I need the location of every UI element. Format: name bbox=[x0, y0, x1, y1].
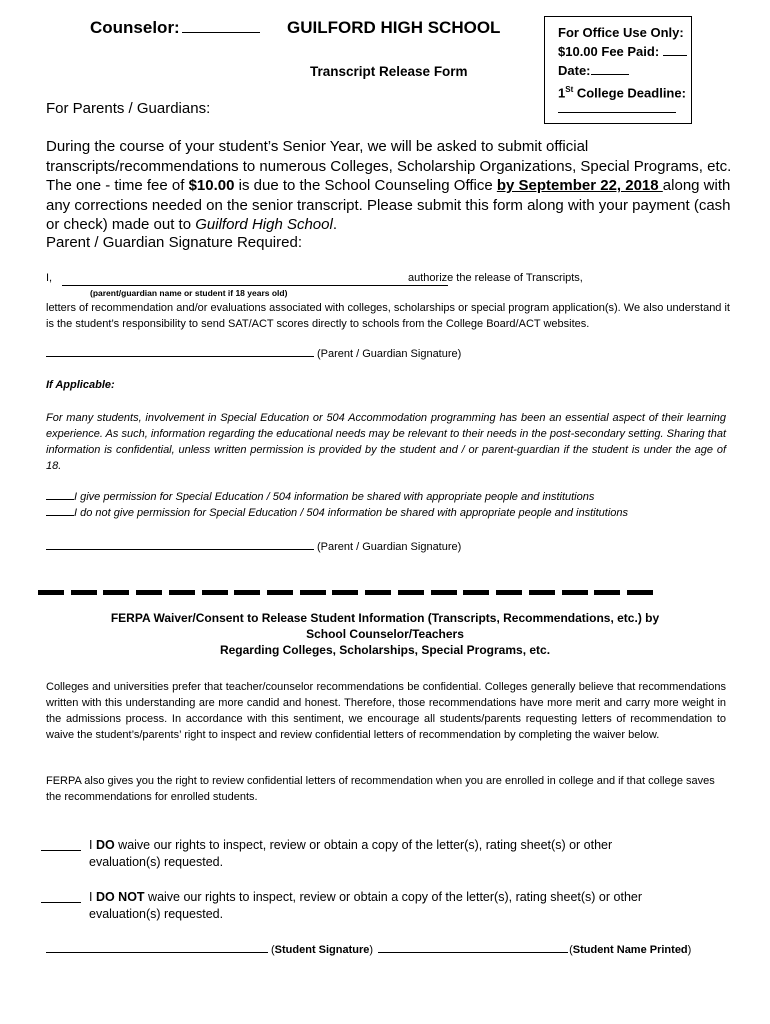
authorization-row: I, authorize the release of Transcripts, bbox=[46, 272, 583, 284]
cut-line-divider bbox=[38, 590, 653, 596]
guardian-name-field[interactable] bbox=[62, 285, 448, 286]
student-signature-label: Student Signature bbox=[274, 944, 370, 956]
office-use-box bbox=[544, 16, 692, 124]
date-blank[interactable] bbox=[591, 63, 629, 75]
special-ed-paragraph: For many students, involvement in Special Education or 504 Accommodation programming has been an essential aspect of their learning experience. As such, information regarding the educational needs may be relevant to their needs in the post-secondary setting. Sharing that information is confidential, unless written permission is provided by the student and / or parent-guardian if the student is under the age of 18. bbox=[46, 412, 726, 472]
due-date: by September 22, 2018 bbox=[496, 177, 663, 194]
authorization-body: letters of recommendation and/or evaluations associated with colleges, scholarships or special program application(s). We also understand it is the student’s responsibility to send SAT/ACT scores directly to schools from the College Board/ACT websites. bbox=[46, 302, 730, 330]
parents-heading: For Parents / Guardians: bbox=[46, 100, 211, 117]
permission-give-blank[interactable] bbox=[46, 489, 74, 500]
school-name: GUILFORD HIGH SCHOOL bbox=[287, 18, 501, 37]
signature-required-heading: Parent / Guardian Signature Required: bbox=[46, 234, 302, 251]
counselor-blank[interactable] bbox=[182, 18, 260, 33]
date-label: Date: bbox=[558, 63, 591, 78]
ferpa-paragraph-2: FERPA also gives you the right to review confidential letters of recommendation when you are enrolled in college and if that college saves the recommendations for enrolled students. bbox=[46, 775, 715, 803]
ferpa-title: FERPA Waiver/Consent to Release Student Information (Transcripts, Recommendations, etc.) by School Counselor/Teachers Regarding Colleges, Scholarships, Special Programs, etc. bbox=[110, 611, 660, 657]
waive-do-blank[interactable] bbox=[41, 850, 81, 851]
parent-signature-row-2 bbox=[46, 539, 461, 553]
permission-not-give-blank[interactable] bbox=[46, 505, 74, 516]
form-title: Transcript Release Form bbox=[310, 64, 468, 79]
fee-paid-blank[interactable] bbox=[663, 44, 687, 56]
counselor-label: Counselor: bbox=[90, 18, 180, 37]
student-signature-row: (Student Signature) (Student Name Printed) bbox=[46, 942, 691, 956]
date-row bbox=[558, 61, 691, 80]
counselor-field[interactable] bbox=[90, 18, 260, 38]
name-caption: (parent/guardian name or student if 18 years old) bbox=[90, 288, 288, 298]
permission-not-give-row: I do not give permission for Special Education / 504 information be shared with appropriate people and institutions bbox=[46, 505, 628, 519]
fee-amount: $10.00 bbox=[188, 177, 235, 194]
intro-paragraph: During the course of your student’s Senior Year, we will be asked to submit official transcripts/recommendations to numerous Colleges, Scholarship Organizations, Special Programs, etc. The one - time fee of $10.00 is due to the School Counseling Office by September 22, 2018 along with any corrections needed on the senior transcript. Please submit this form along with your payment (cash or check) made out to Guilford High School. bbox=[46, 138, 732, 233]
fee-paid-row bbox=[558, 42, 691, 61]
parent-signature-label-2: (Parent / Guardian Signature) bbox=[317, 541, 462, 553]
parent-signature-field-2[interactable] bbox=[46, 539, 314, 550]
parent-signature-row bbox=[46, 346, 461, 360]
fee-paid-label: $10.00 Fee Paid: bbox=[558, 44, 660, 59]
student-signature-field[interactable] bbox=[46, 942, 268, 953]
student-name-field[interactable] bbox=[378, 942, 568, 953]
waive-do-not-blank[interactable] bbox=[41, 902, 81, 903]
office-use-title: For Office Use Only: bbox=[558, 25, 684, 40]
deadline-row: 1St College Deadline: bbox=[558, 85, 686, 101]
if-applicable-heading: If Applicable: bbox=[46, 379, 115, 391]
permission-give-row: I give permission for Special Education / 504 information be shared with appropriate people and institutions bbox=[46, 489, 594, 503]
payee: Guilford High School bbox=[195, 216, 333, 233]
student-name-label: Student Name Printed bbox=[572, 944, 688, 956]
parent-signature-field[interactable] bbox=[46, 346, 314, 357]
deadline-label: College Deadline: bbox=[573, 85, 686, 101]
parent-signature-label: (Parent / Guardian Signature) bbox=[317, 348, 462, 360]
ferpa-paragraph-1: Colleges and universities prefer that teacher/counselor recommendations be confidential. Colleges generally believe that recommendations written with this understanding are more candid and honest. Therefore, those recommendations have more merit and carry more weight in the admissions process. In accordance with this sentiment, we encourage all students/parents requesting letters of recommendation to waive the student’s/parents’ right to inspect and review confidential letters of recommendation by completing the waiver below. bbox=[46, 681, 726, 741]
deadline-blank[interactable] bbox=[558, 102, 676, 113]
authorize-text: authorize the release of Transcripts, bbox=[408, 272, 583, 284]
